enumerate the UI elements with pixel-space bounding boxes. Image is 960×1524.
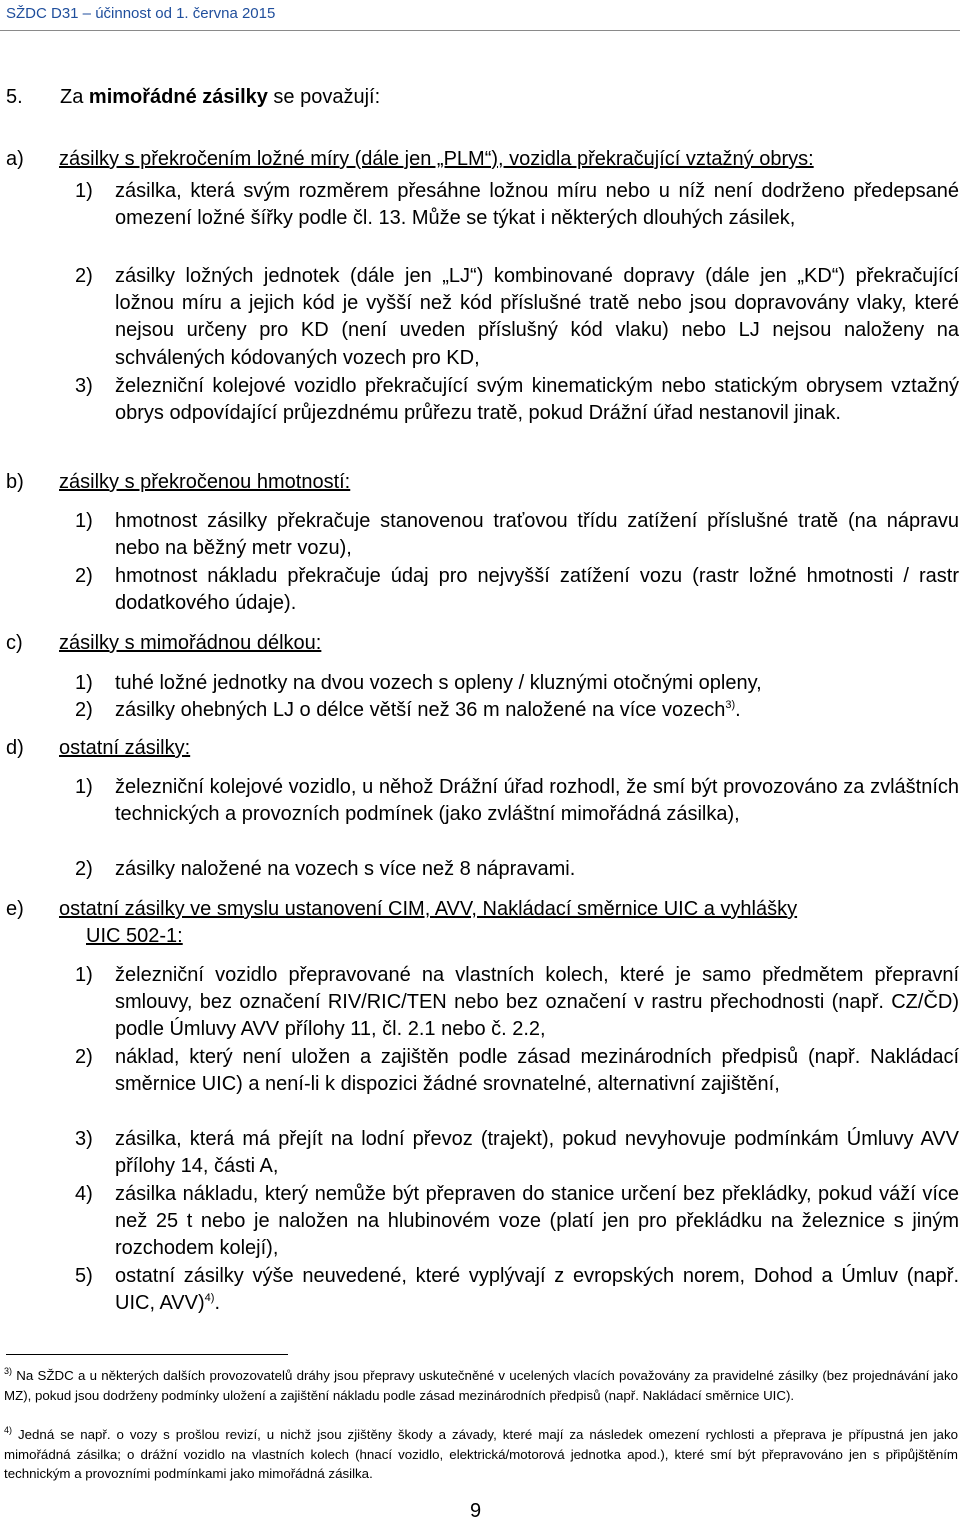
item-text: zásilky naložené na vozech s více než 8 nápravami. [115, 858, 576, 880]
item-text: hmotnost nákladu překračuje údaj pro nejvyšší zatížení vozu (rastr ložné hmotnosti / rastr dodatkového údaje). [115, 565, 959, 615]
list-item [75, 670, 959, 697]
section-number: 5. [6, 86, 23, 108]
item-number: 3) [75, 1128, 93, 1150]
list-item [75, 508, 959, 562]
page-number: 9 [470, 1500, 482, 1522]
footnote-ref: 3) [725, 699, 736, 711]
footnote-text: Jedná se např. o vozy s prošlou revizí, u nichž jsou zjištěny škody a závady, které mají za následek omezení rychlosti a přeprava je přípustná jen jako mimořádná zásilka; o drážní vozidlo na vlastních kolech (hnací vozidlo, elektrická/motorová jednotka apod.), které smí být přepravováno jen s připůjštěním technickým a provozními podmínkami jako mimořádná zásilka. [4, 1427, 958, 1481]
footnote [4, 1425, 958, 1484]
footnote-text: Na SŽDC a u některých dalších provozovatelů dráhy jsou přepravy uskutečněné v ucelených vlacích považovány za pravidelné zásilky (bez projednávání jako MZ), pokud jsou dodrženy podmínky uložení a zajištění nákladu podle zásad mezinárodních předpisů (např. Nakládací směrnice UIC). [4, 1368, 958, 1403]
item-text: zásilky ložných jednotek (dále jen „LJ“) kombinované dopravy (dále jen „KD“) překračující ložnou míru a jejich kód je vyšší než kód příslušné tratě nebo jsou dopravovány vlaky, které nejsou určeny pro KD (není uveden příslušný kód vlaku) nebo LJ nejsou naloženy na schválených kódovaných vozech pro KD, [115, 265, 959, 369]
section-title-bold: mimořádné zásilky [88, 86, 268, 108]
item-number: 1) [75, 180, 93, 202]
list-item [75, 1181, 959, 1263]
header-rule [0, 30, 960, 31]
item-text: zásilky ohebných LJ o délce větší než 36 m naložené na více vozech$^{3)}$. [115, 699, 741, 721]
item-number: 1) [75, 964, 93, 986]
item-text: ostatní zásilky výše neuvedené, které vyplývají z evropských norem, Dohod a Úmluv (např. UIC, AVV)$^{4)}$. [115, 1265, 959, 1315]
heading-d: ostatní zásilky: [59, 737, 191, 759]
list-item [75, 1263, 959, 1317]
letter-d: d) [6, 737, 24, 759]
item-text: železniční vozidlo přepravované na vlastních kolech, které je samo předmětem přepravní smlouvy, bez označení RIV/RIC/TEN nebo bez označení v rastru přechodnosti (např. CZ/ČD) podle Úmluvy AVV přílohy 11, čl. 2.1 nebo č. 2.2, [115, 964, 959, 1041]
item-text: náklad, který není uložen a zajištěn podle zásad mezinárodních předpisů (např. Nakládací směrnice UIC) a není-li k dispozici žádné srovnatelné, alternativní zajištění, [115, 1046, 959, 1096]
footnote [4, 1366, 958, 1405]
list-item [75, 774, 959, 828]
item-text: zásilka nákladu, který nemůže být přepraven do stanice určení bez překládky, pokud váží více než 25 t nebo je naložen na hlubinovém voze (platí jen pro překládku na železnice s jiným rozchodem kolejí), [115, 1183, 959, 1260]
item-number: 1) [75, 510, 93, 532]
footnote-separator [6, 1354, 288, 1355]
list-item [75, 263, 959, 372]
list-item [75, 856, 959, 883]
heading-a: zásilky s překročením ložné míry (dále jen „PLM“), vozidla překračující vztažný obrys: [59, 148, 814, 170]
list-item [75, 563, 959, 617]
item-number: 3) [75, 375, 93, 397]
item-number: 2) [75, 858, 93, 880]
heading-b: zásilky s překročenou hmotností: [59, 471, 351, 493]
item-text: tuhé ložné jednotky na dvou vozech s opleny / kluznými otočnými opleny, [115, 672, 762, 694]
list-item [75, 373, 959, 427]
item-number: 1) [75, 776, 93, 798]
footnote-mark: 4) [4, 1425, 13, 1435]
item-number: 4) [75, 1183, 93, 1205]
footnote-mark: 3) [4, 1366, 13, 1376]
heading-c: zásilky s mimořádnou délkou: [59, 632, 322, 654]
item-number: 2) [75, 565, 93, 587]
list-item [75, 1044, 959, 1098]
list-item [75, 178, 959, 232]
section-title-pre: Za [60, 86, 89, 108]
item-number: 1) [75, 672, 93, 694]
heading-e-line1: ostatní zásilky ve smyslu ustanovení CIM, AVV, Nakládací směrnice UIC a vyhlášky [59, 898, 798, 920]
letter-b: b) [6, 471, 24, 493]
letter-a: a) [6, 148, 24, 170]
list-item [75, 1126, 959, 1180]
running-header: SŽDC D31 – účinnost od 1. června 2015 [6, 5, 276, 22]
item-text: zásilka, která má přejít na lodní převoz (trajekt), pokud nevyhovuje podmínkám Úmluvy AVV přílohy 14, části A, [115, 1128, 959, 1178]
item-text: železniční kolejové vozidlo překračující svým kinematickým nebo statickým obrysem vztažný obrys odpovídající průjezdnému průřezu tratě, pokud Drážní úřad nestanovil jinak. [115, 375, 959, 425]
item-number: 2) [75, 1046, 93, 1068]
footnote-ref: 4) [204, 1292, 215, 1305]
item-text: železniční kolejové vozidlo, u něhož Drážní úřad rozhodl, že smí být provozováno za zvláštních technických a provozních podmínek (jako zvláštní mimořádná zásilka), [115, 776, 959, 826]
list-item [75, 962, 959, 1044]
item-text: zásilka, která svým rozměrem přesáhne ložnou míru nebo u níž není dodrženo předepsané omezení ložné šířky podle čl. 13. Může se týkat i některých dlouhých zásilek, [115, 180, 959, 230]
item-number: 2) [75, 699, 93, 721]
letter-e: e) [6, 898, 24, 920]
item-text: hmotnost zásilky překračuje stanovenou traťovou třídu zatížení příslušné tratě (na nápravu nebo na běžný metr vozu), [115, 510, 959, 560]
letter-c: c) [6, 632, 23, 654]
section-title-post: se považují: [267, 86, 381, 108]
item-number: 5) [75, 1265, 93, 1287]
item-number: 2) [75, 265, 93, 287]
section-title [6, 86, 380, 109]
heading-e-line2: UIC 502-1: [86, 925, 183, 947]
list-item [75, 697, 959, 724]
